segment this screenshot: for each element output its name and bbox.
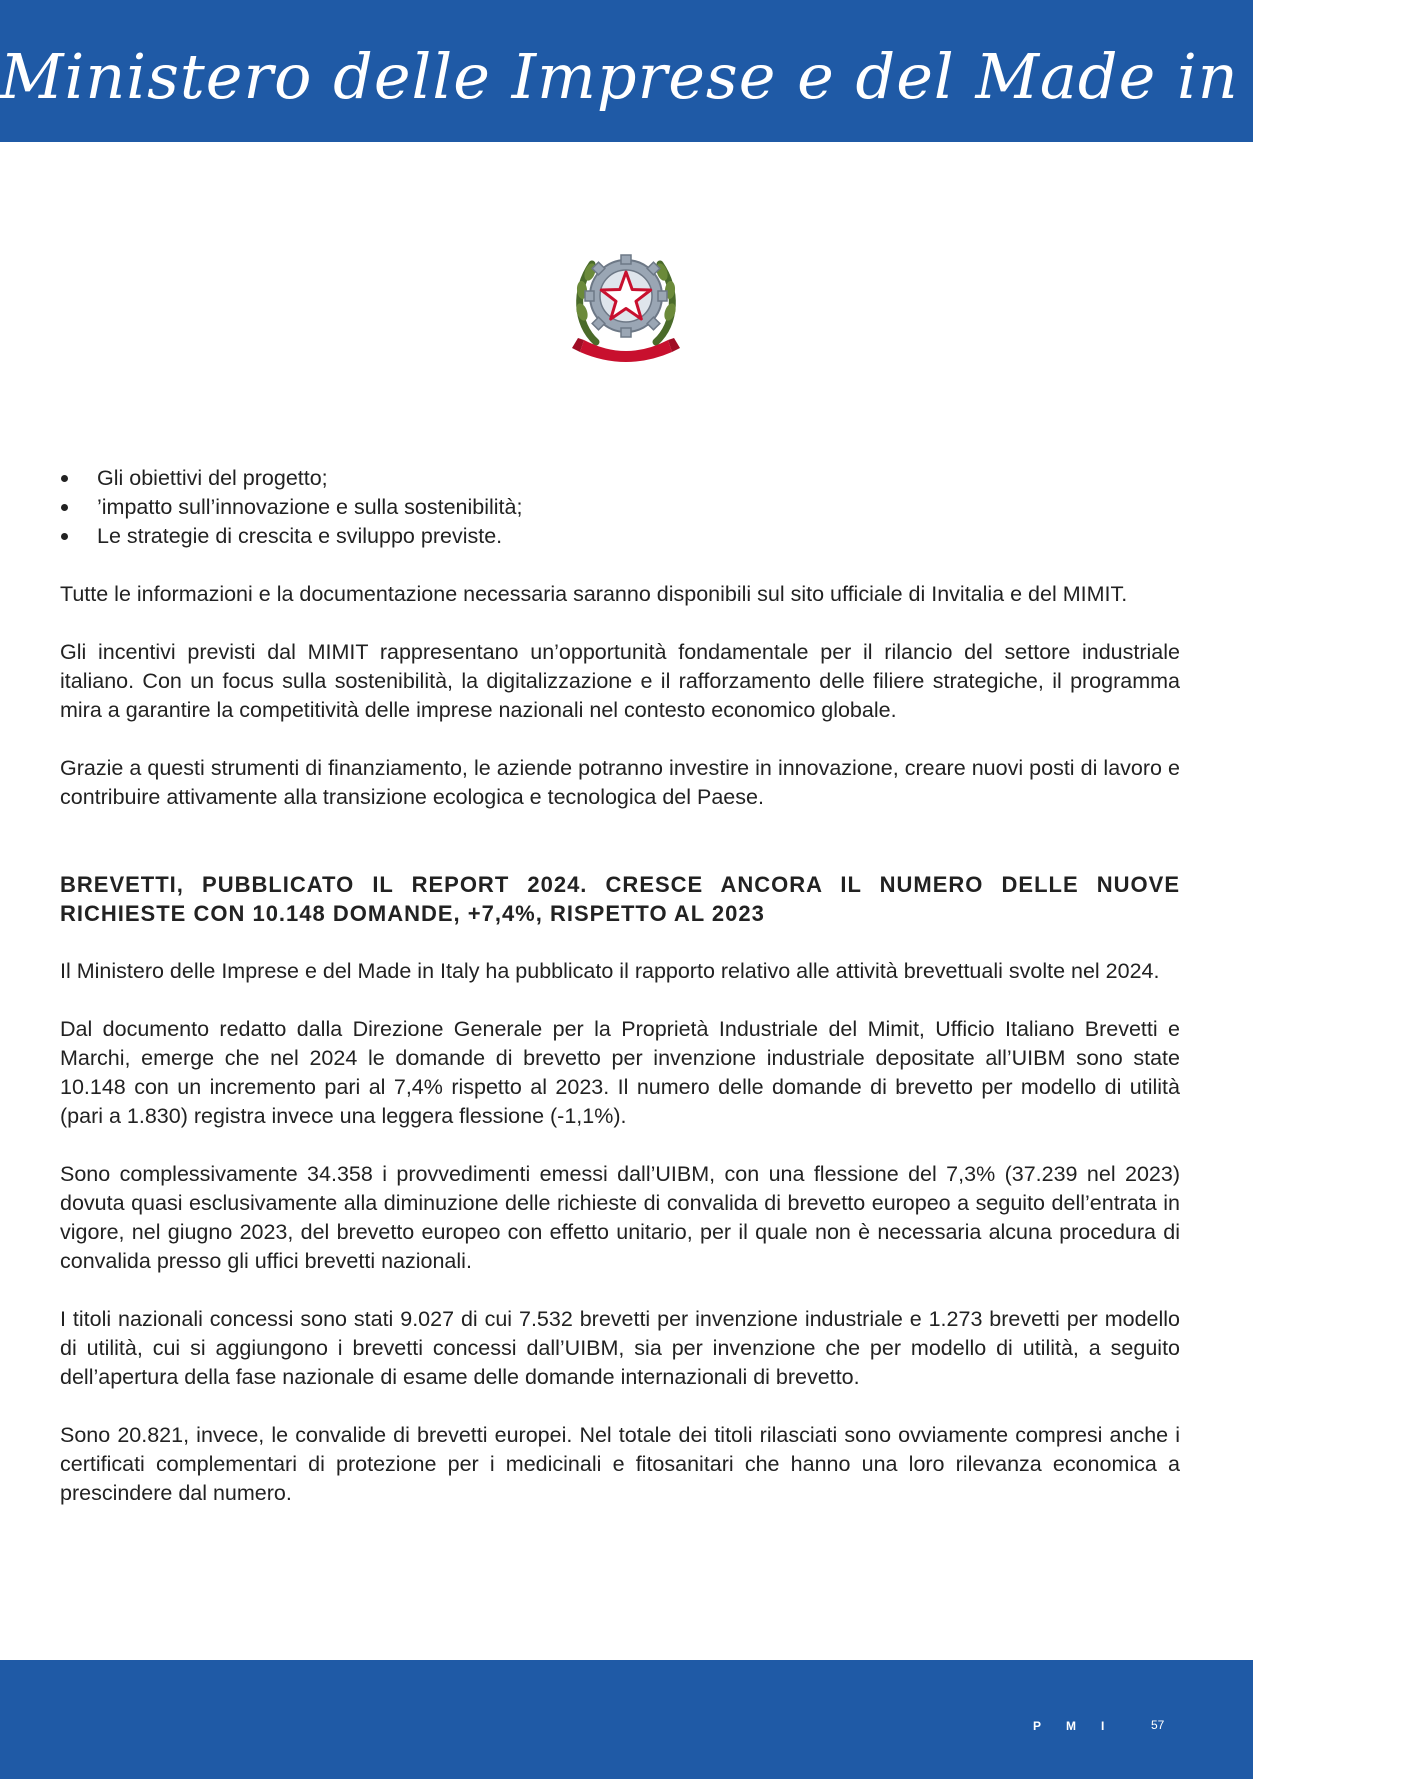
paragraph: Grazie a questi strumenti di finanziamento, le aziende potranno investire in innovazione, creare nuovi posti di lavoro e contribuire attivamente alla transizione ecologica e tecnologica del Paese.	[60, 756, 1180, 809]
objectives-list	[60, 464, 1180, 551]
list-item: ’impatto sull’innovazione e sulla sostenibilità;	[60, 493, 1180, 522]
list-item: Gli obiettivi del progetto;	[60, 464, 1180, 493]
paragraph: Il Ministero delle Imprese e del Made in Italy ha pubblicato il rapporto relativo alle attività brevettuali svolte nel 2024.	[60, 959, 1160, 983]
paragraph: Sono 20.821, invece, le convalide di brevetti europei. Nel totale dei titoli rilasciati sono ovviamente compresi anche i certificati complementari di protezione per i medicinali e fitosanitari che hanno una loro rilevanza economica a prescindere dal numero.	[60, 1423, 1180, 1505]
paragraph: Gli incentivi previsti dal MIMIT rappresentano un’opportunità fondamentale per il rilancio del settore industriale italiano. Con un focus sulla sostenibilità, la digitalizzazione e il rafforzamento delle filiere strategiche, il programma mira a garantire la competitività delle imprese nazionali nel contesto economico globale.	[60, 640, 1180, 722]
list-item: Le strategie di crescita e sviluppo previste.	[60, 522, 1180, 551]
paragraph: Tutte le informazioni e la documentazione necessaria saranno disponibili sul sito ufficiale di Invitalia e del MIMIT.	[60, 582, 1128, 606]
page-content	[60, 464, 1180, 1537]
paragraph: I titoli nazionali concessi sono stati 9.027 di cui 7.532 brevetti per invenzione industriale e 1.273 brevetti per modello di utilità, cui si aggiungono i brevetti concessi dall’UIBM, sia per invenzione che per modello di utilità, a seguito dell’apertura della fase nazionale di esame delle domande internazionali di brevetto.	[60, 1307, 1180, 1389]
page-number: 57	[1151, 1718, 1165, 1732]
italian-republic-emblem-icon	[568, 242, 684, 364]
section-heading: BREVETTI, PUBBLICATO IL REPORT 2024. CRESCE ANCORA IL NUMERO DELLE NUOVE RICHIESTE CON 10.148 DOMANDE, +7,4%, RISPETTO AL 2023	[60, 872, 1180, 926]
footer-brand: PMI	[1033, 1719, 1130, 1733]
header-title: Ministero delle Imprese e del Made in Italy	[0, 40, 1406, 113]
paragraph: Dal documento redatto dalla Direzione Generale per la Proprietà Industriale del Mimit, Ufficio Italiano Brevetti e Marchi, emerge che nel 2024 le domande di brevetto per invenzione industriale depositate all’UIBM sono state 10.148 con un incremento pari al 7,4% rispetto al 2023. Il numero delle domande di brevetto per modello di utilità (pari a 1.830) registra invece una leggera flessione (-1,1%).	[60, 1017, 1180, 1128]
paragraph: Sono complessivamente 34.358 i provvedimenti emessi dall’UIBM, con una flessione del 7,3% (37.239 nel 2023) dovuta quasi esclusivamente alla diminuzione delle richieste di convalida di brevetto europeo a seguito dell’entrata in vigore, nel giugno 2023, del brevetto europeo con effetto unitario, per il quale non è necessaria alcuna procedura di convalida presso gli uffici brevetti nazionali.	[60, 1162, 1180, 1273]
